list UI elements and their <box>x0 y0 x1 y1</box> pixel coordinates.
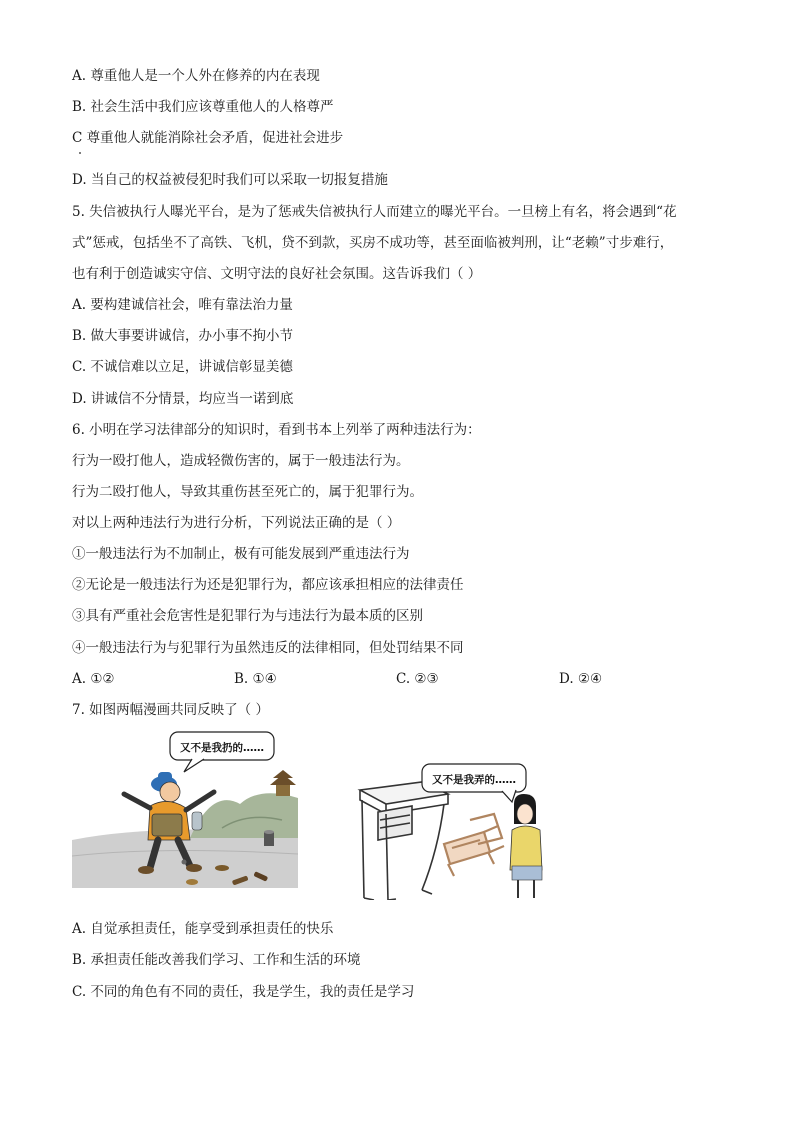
q6-option-b: B. ①④ <box>234 671 277 687</box>
q7-stem: 7. 如图两幅漫画共同反映了（ ） <box>72 702 269 718</box>
q5-option-d: D. 讲诚信不分情景，均应当一诺到底 <box>72 391 294 407</box>
q4-option-c: C 尊重他人就能消除社会矛盾，促进社会进步 <box>72 130 344 146</box>
comic-left-littering <box>72 728 298 888</box>
desk-icon <box>360 782 448 900</box>
pavilion-icon <box>270 770 296 796</box>
fallen-chair-icon <box>444 814 504 876</box>
q5-stem-line3: 也有利于创造诚实守信、文明守法的良好社会氛围。这告诉我们（ ） <box>72 266 482 282</box>
stray-mark <box>79 152 81 154</box>
q6-statement-2: ②无论是一般违法行为还是犯罪行为，都应该承担相应的法律责任 <box>72 577 464 593</box>
q6-option-a: A. ①② <box>72 671 115 687</box>
q7-option-b: B. 承担责任能改善我们学习、工作和生活的环境 <box>72 952 361 968</box>
girl-figure <box>510 794 542 898</box>
q5-stem-line2: 式”惩戒，包括坐不了高铁、飞机，贷不到款，买房不成功等，甚至面临被判刑，让“老赖”寸步难行， <box>72 235 674 251</box>
q7-option-a: A. 自觉承担责任，能享受到承担责任的快乐 <box>72 921 334 937</box>
q7-option-c: C. 不同的角色有不同的责任，我是学生，我的责任是学习 <box>72 984 415 1000</box>
q5-stem-line1: 5. 失信被执行人曝光平台，是为了惩戒失信被执行人而建立的曝光平台。一旦榜上有名，将会遇到“花 <box>72 204 677 220</box>
q6-stem-line4: 对以上两种违法行为进行分析，下列说法正确的是（ ） <box>72 515 401 531</box>
q6-stem-line2: 行为一殴打他人，造成轻微伤害的，属于一般违法行为。 <box>72 453 410 469</box>
q6-statement-1: ①一般违法行为不加制止，极有可能发展到严重违法行为 <box>72 546 410 562</box>
q6-stem-line3: 行为二殴打他人，导致其重伤甚至死亡的，属于犯罪行为。 <box>72 484 423 500</box>
q5-option-b: B. 做大事要讲诚信，办小事不拘小节 <box>72 328 294 344</box>
comic-right-bubble-text: 又不是我弄的…… <box>432 774 516 786</box>
q5-option-a: A. 要构建诚信社会，唯有靠法治力量 <box>72 297 293 313</box>
q4-option-b: B. 社会生活中我们应该尊重他人的人格尊严 <box>72 99 334 115</box>
q6-statement-3: ③具有严重社会危害性是犯罪行为与违法行为最本质的区别 <box>72 608 423 624</box>
comic-left-bubble-text: 又不是我扔的…… <box>180 742 264 754</box>
comic-right-fallen-chair <box>352 760 548 900</box>
q6-options-row <box>72 669 732 689</box>
q6-stem-line1: 6. 小明在学习法律部分的知识时，看到书本上列举了两种违法行为： <box>72 422 481 438</box>
q6-option-d: D. ②④ <box>559 671 603 687</box>
q5-option-c: C. 不诚信难以立足，讲诚信彰显美德 <box>72 359 293 375</box>
q4-option-a: A. 尊重他人是一个人外在修养的内在表现 <box>72 68 320 84</box>
q6-statement-4: ④一般违法行为与犯罪行为虽然违反的法律相同，但处罚结果不同 <box>72 640 464 656</box>
q6-option-c: C. ②③ <box>396 671 439 687</box>
q4-option-d: D. 当自己的权益被侵犯时我们可以采取一切报复措施 <box>72 172 388 188</box>
